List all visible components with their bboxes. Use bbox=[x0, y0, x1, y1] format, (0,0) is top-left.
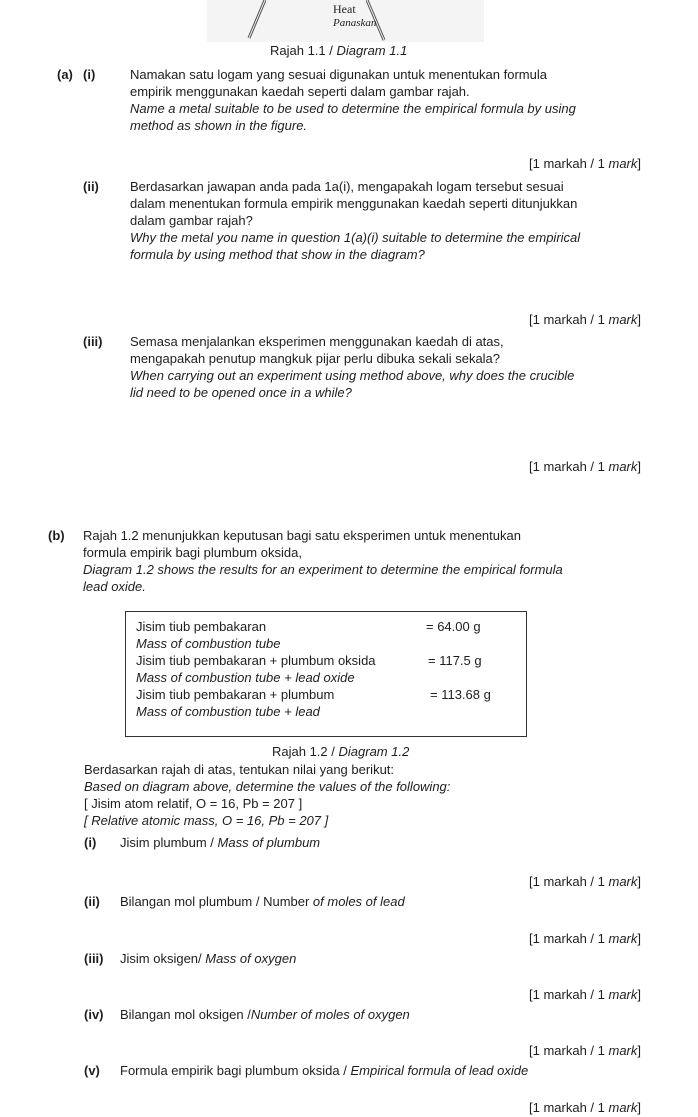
results-value: = 117.5 g bbox=[428, 653, 482, 668]
question-a-iii-number: (iii) bbox=[83, 334, 103, 349]
part-a-label: (a) bbox=[57, 67, 73, 82]
question-a-ii-number: (ii) bbox=[83, 179, 99, 194]
diagram-1-2-caption: Rajah 1.2 / Diagram 1.2 bbox=[272, 744, 410, 759]
mark-b-v: [1 markah / 1 mark] bbox=[529, 1100, 641, 1115]
heat-label: Heat bbox=[333, 2, 356, 16]
question-b-v: (v) Formula empirik bagi plumbum oksida / Empirical formula of lead oxide bbox=[84, 1063, 529, 1078]
mark-a-iii: [1 markah / 1 mark] bbox=[529, 459, 641, 474]
question-b-ii: (ii) Bilangan mol plumbum / Number of moles of lead bbox=[84, 894, 405, 909]
mark-b-i: [1 markah / 1 mark] bbox=[529, 874, 641, 889]
mark-b-ii: [1 markah / 1 mark] bbox=[529, 931, 641, 946]
part-b-instructions: Berdasarkan rajah di atas, tentukan nilai yang berikut: Based on diagram above, determine the values of the following: [ Jisim atom relatif, O = 16, Pb = 207 ] [ Relative atomic mass, O = 16, Pb = 207 ] bbox=[84, 762, 451, 828]
results-value: = 64.00 g bbox=[426, 619, 481, 634]
question-a-iii-text: Semasa menjalankan eksperimen menggunakan kaedah di atas, mengapakah penutup mangkuk pijar perlu dibuka sekali sekala? When carrying out an experiment using method above, why does the crucible lid need to be opened once in a while? bbox=[130, 334, 575, 400]
mark-a-i: [1 markah / 1 mark] bbox=[529, 156, 641, 171]
question-b-i: (i) Jisim plumbum / Mass of plumbum bbox=[84, 835, 321, 850]
mark-a-ii: [1 markah / 1 mark] bbox=[529, 312, 641, 327]
results-row: Jisim tiub pembakaran + plumbum Mass of combustion tube + lead bbox=[136, 687, 335, 719]
results-row: Jisim tiub pembakaran + plumbum oksida Mass of combustion tube + lead oxide bbox=[136, 653, 376, 685]
question-a-ii-text: Berdasarkan jawapan anda pada 1a(i), mengapakah logam tersebut sesuai dalam menentukan formula empirik menggunakan kaedah seperti ditunjukkan dalam gambar rajah? Why the metal you name in question 1(a)(i) suitable to determine the empirical formula by using method that show in the diagram? bbox=[130, 179, 581, 262]
diagram-1-1-caption: Rajah 1.1 / Diagram 1.1 bbox=[270, 43, 408, 58]
results-value: = 113.68 g bbox=[430, 687, 491, 702]
mark-b-iii: [1 markah / 1 mark] bbox=[529, 987, 641, 1002]
mark-b-iv: [1 markah / 1 mark] bbox=[529, 1043, 641, 1058]
part-b-intro: Rajah 1.2 menunjukkan keputusan bagi satu eksperimen untuk menentukan formula empirik bagi plumbum oksida, Diagram 1.2 shows the results for an experiment to determine the empirical formula lead oxide. bbox=[83, 528, 563, 594]
part-b-label: (b) bbox=[48, 528, 65, 543]
question-a-i-number: (i) bbox=[83, 67, 96, 82]
results-row: Jisim tiub pembakaran Mass of combustion tube bbox=[136, 619, 281, 651]
diagram-1-2-results-box bbox=[125, 611, 527, 737]
heat-label-ms: Panaskan bbox=[333, 17, 377, 29]
question-b-iv: (iv) Bilangan mol oksigen /Number of moles of oxygen bbox=[84, 1007, 410, 1022]
question-b-iii: (iii) Jisim oksigen/ Mass of oxygen bbox=[84, 951, 297, 966]
question-a-i-text: Namakan satu logam yang sesuai digunakan untuk menentukan formula empirik menggunakan kaedah seperti dalam gambar rajah. Name a metal suitable to be used to determine the empirical formula by using method as shown in the figure. bbox=[130, 67, 576, 133]
